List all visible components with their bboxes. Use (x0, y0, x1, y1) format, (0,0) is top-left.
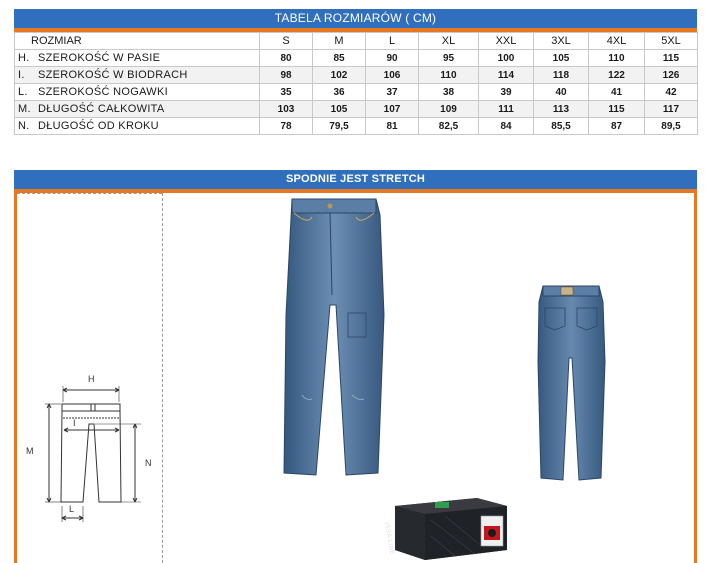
table-cell: 35 (260, 84, 313, 101)
table-cell: 113 (534, 101, 589, 118)
jeans-back-image (535, 282, 607, 482)
table-cell: 80 (260, 50, 313, 67)
table-cell: 103 (260, 101, 313, 118)
row-label (15, 50, 260, 67)
panel-divider (17, 193, 162, 194)
table-cell: 106 (366, 67, 419, 84)
table-cell: 40 (534, 84, 589, 101)
size-col-3xl: 3XL (534, 33, 589, 50)
row-name: DŁUGOŚĆ OD KROKU (38, 120, 159, 132)
table-cell: 42 (645, 84, 698, 101)
table-cell: 105 (313, 101, 366, 118)
size-col-xl: XL (419, 33, 479, 50)
product-box-image (385, 488, 510, 562)
product-title: SPODNIE JEST STRETCH (14, 170, 697, 193)
size-col-5xl: 5XL (645, 33, 698, 50)
box-brand-text: ISSA LINE (383, 522, 395, 556)
dim-label-i: I (73, 418, 76, 428)
table-cell: 85,5 (534, 118, 589, 135)
table-row (15, 101, 698, 118)
size-col-xxl: XXL (479, 33, 534, 50)
table-cell: 102 (313, 67, 366, 84)
table-row (15, 67, 698, 84)
row-name: SZEROKOŚĆ W PASIE (38, 52, 161, 64)
row-name: DŁUGOŚĆ CAŁKOWITA (38, 103, 165, 115)
size-table-title: TABELA ROZMIARÓW ( CM) (14, 9, 697, 32)
table-cell: 85 (313, 50, 366, 67)
size-col-m: M (313, 33, 366, 50)
row-label (15, 101, 260, 118)
table-cell: 114 (479, 67, 534, 84)
table-cell: 100 (479, 50, 534, 67)
table-cell: 110 (589, 50, 645, 67)
table-cell: 115 (589, 101, 645, 118)
dim-label-l: L (69, 504, 75, 514)
table-cell: 90 (366, 50, 419, 67)
table-cell: 115 (645, 50, 698, 67)
dim-label-m: M (26, 446, 34, 456)
row-code: N. (18, 120, 30, 132)
table-cell: 39 (479, 84, 534, 101)
table-cell: 110 (419, 67, 479, 84)
size-header-row (15, 33, 698, 50)
dim-label-h: H (88, 374, 95, 384)
size-header-label: ROZMIAR (15, 33, 260, 50)
table-cell: 79,5 (313, 118, 366, 135)
table-cell: 107 (366, 101, 419, 118)
row-code: M. (18, 103, 31, 115)
trousers-outline-icon (23, 360, 163, 540)
table-cell: 87 (589, 118, 645, 135)
table-cell: 81 (366, 118, 419, 135)
table-row (15, 84, 698, 101)
table-cell: 89,5 (645, 118, 698, 135)
table-cell: 84 (479, 118, 534, 135)
size-table (14, 9, 697, 135)
table-row (15, 118, 698, 135)
table-cell: 126 (645, 67, 698, 84)
row-label (15, 67, 260, 84)
table-cell: 82,5 (419, 118, 479, 135)
table-cell: 122 (589, 67, 645, 84)
jeans-front-image (272, 195, 392, 480)
table-cell: 109 (419, 101, 479, 118)
size-grid (14, 32, 698, 135)
table-cell: 95 (419, 50, 479, 67)
row-code: L. (18, 86, 28, 98)
table-cell: 117 (645, 101, 698, 118)
table-cell: 36 (313, 84, 366, 101)
table-cell: 37 (366, 84, 419, 101)
size-col-l: L (366, 33, 419, 50)
row-name: SZEROKOŚĆ NOGAWKI (38, 86, 168, 98)
row-label (15, 84, 260, 101)
size-col-s: S (260, 33, 313, 50)
row-code: H. (18, 52, 30, 64)
row-code: I. (18, 69, 25, 81)
table-cell: 118 (534, 67, 589, 84)
product-panel (14, 170, 697, 563)
size-col-4xl: 4XL (589, 33, 645, 50)
table-cell: 41 (589, 84, 645, 101)
table-row (15, 50, 698, 67)
row-label (15, 118, 260, 135)
table-cell: 98 (260, 67, 313, 84)
measurement-diagram (23, 360, 163, 540)
table-cell: 111 (479, 101, 534, 118)
dim-label-n: N (145, 458, 152, 468)
table-cell: 78 (260, 118, 313, 135)
row-name: SZEROKOŚĆ W BIODRACH (38, 69, 188, 81)
table-cell: 38 (419, 84, 479, 101)
table-cell: 105 (534, 50, 589, 67)
